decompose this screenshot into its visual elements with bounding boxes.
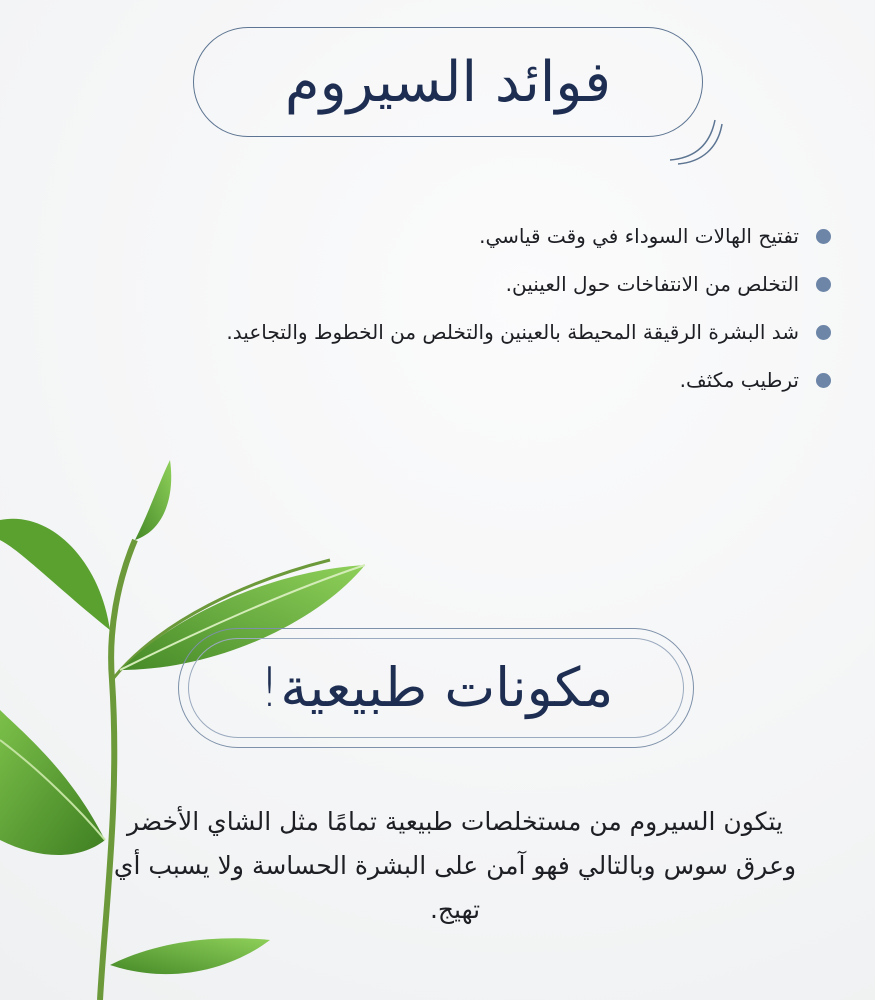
benefit-text: تفتيح الهالات السوداء في وقت قياسي.	[479, 224, 799, 248]
benefit-text: شد البشرة الرقيقة المحيطة بالعينين والتخلص من الخطوط والتجاعيد.	[226, 320, 799, 344]
benefit-text: ترطيب مكثف.	[679, 368, 799, 392]
list-item	[55, 260, 835, 308]
list-item	[55, 212, 835, 260]
list-item	[55, 356, 835, 404]
bullet-dot-icon	[816, 325, 831, 340]
bullet-dot-icon	[816, 277, 831, 292]
bullet-dot-icon	[816, 229, 831, 244]
list-item	[55, 308, 835, 356]
benefit-text: التخلص من الانتفاخات حول العينين.	[505, 272, 799, 296]
benefits-list	[55, 212, 835, 404]
ingredients-description: يتكون السيروم من مستخلصات طبيعية تمامًا مثل الشاي الأخضر وعرق سوس وبالتالي فهو آمن على البشرة الحساسة ولا يسبب أي تهيج.	[113, 807, 797, 924]
bullet-dot-icon	[816, 373, 831, 388]
pill-swoosh-icon	[660, 110, 730, 170]
ingredients-title: مكونات طبيعية!	[258, 656, 614, 719]
benefits-title: فوائد السيروم	[284, 50, 612, 115]
